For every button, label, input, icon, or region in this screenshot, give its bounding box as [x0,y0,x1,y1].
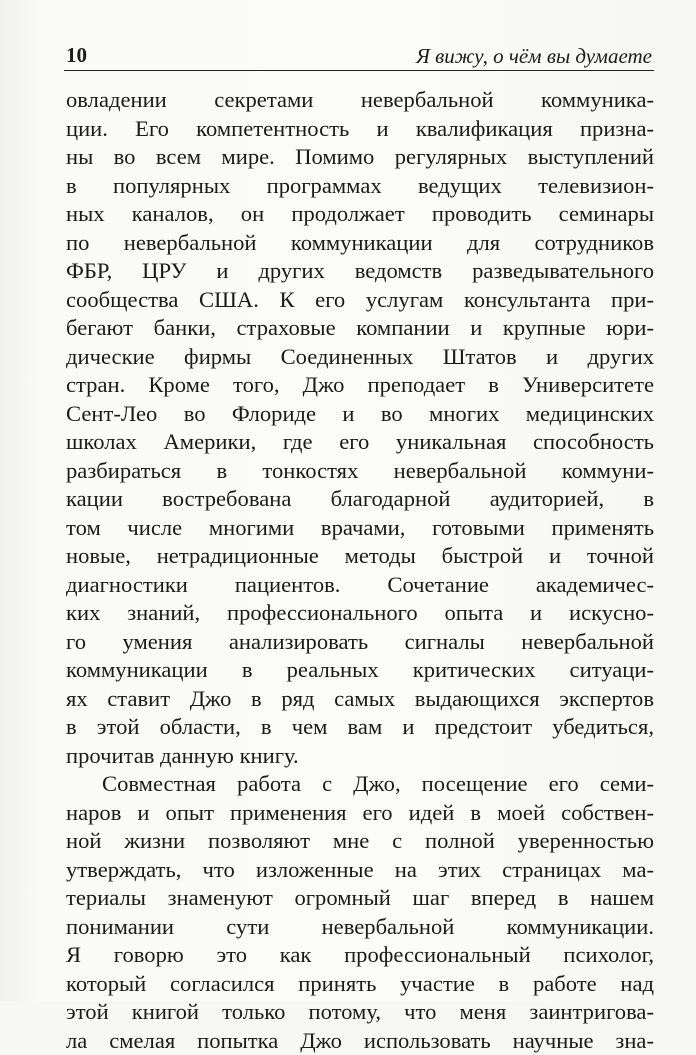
text-line: ной жизни позволяют мне с полной уверенностью [66,827,654,856]
text-line: том числе многими врачами, готовыми применять [66,514,654,543]
page-header [64,42,654,71]
text-line: понимании сути невербальной коммуникации. [66,913,654,942]
text-line: диагностики пациентов. Сочетание академичес- [66,571,654,600]
text-line: овладении секретами невербальной коммуника- [66,86,654,115]
text-line: бегают банки, страховые компании и крупные юри- [66,314,654,343]
text-line: ях ставит Джо в ряд самых выдающихся экспертов [66,685,654,714]
text-line: наров и опыт применения его идей в моей собствен- [66,799,654,828]
text-line: ФБР, ЦРУ и других ведомств разведывательного [66,257,654,286]
text-line: Я говорю это как профессиональный психолог, [66,941,654,970]
text-line: в этой области, в чем вам и предстоит убедиться, [66,713,654,742]
text-line: стран. Кроме того, Джо преподает в Университете [66,371,654,400]
text-line: этой книгой только потому, что меня заинтригова- [66,998,654,1027]
page-number: 10 [66,42,87,68]
text-line: прочитав данную книгу. [66,742,654,771]
text-line: териалы знаменуют огромный шаг вперед в нашем [66,884,654,913]
text-line: Совместная работа с Джо, посещение его семи- [66,770,654,799]
text-line: ны во всем мире. Помимо регулярных выступлений [66,143,654,172]
text-line: утверждать, что изложенные на этих страницах ма- [66,856,654,885]
text-line: новые, нетрадиционные методы быстрой и точной [66,542,654,571]
text-line: коммуникации в реальных критических ситуаци- [66,656,654,685]
running-title: Я вижу, о чём вы думаете [416,43,652,69]
text-line: ных каналов, он продолжает проводить семинары [66,200,654,229]
text-line: ции. Его компетентность и квалификация призна- [66,115,654,144]
text-line: дические фирмы Соединенных Штатов и других [66,343,654,372]
text-line: в популярных программах ведущих телевизион- [66,172,654,201]
text-line: Сент-Лео во Флориде и во многих медицинских [66,400,654,429]
body-text [66,86,654,1055]
text-line: кации востребована благодарной аудиторией, в [66,485,654,514]
text-line: разбираться в тонкостях невербальной коммуни- [66,457,654,486]
text-line: сообщества США. К его услугам консультанта при- [66,286,654,315]
text-line: по невербальной коммуникации для сотрудников [66,229,654,258]
text-line: ла смелая попытка Джо использовать научные зна- [66,1027,654,1055]
paragraph-1 [66,86,654,770]
text-line: го умения анализировать сигналы невербальной [66,628,654,657]
text-line: школах Америки, где его уникальная способность [66,428,654,457]
text-line: который согласился принять участие в работе над [66,970,654,999]
paragraph-2 [66,770,654,1055]
text-line: ких знаний, профессионального опыта и искусно- [66,599,654,628]
